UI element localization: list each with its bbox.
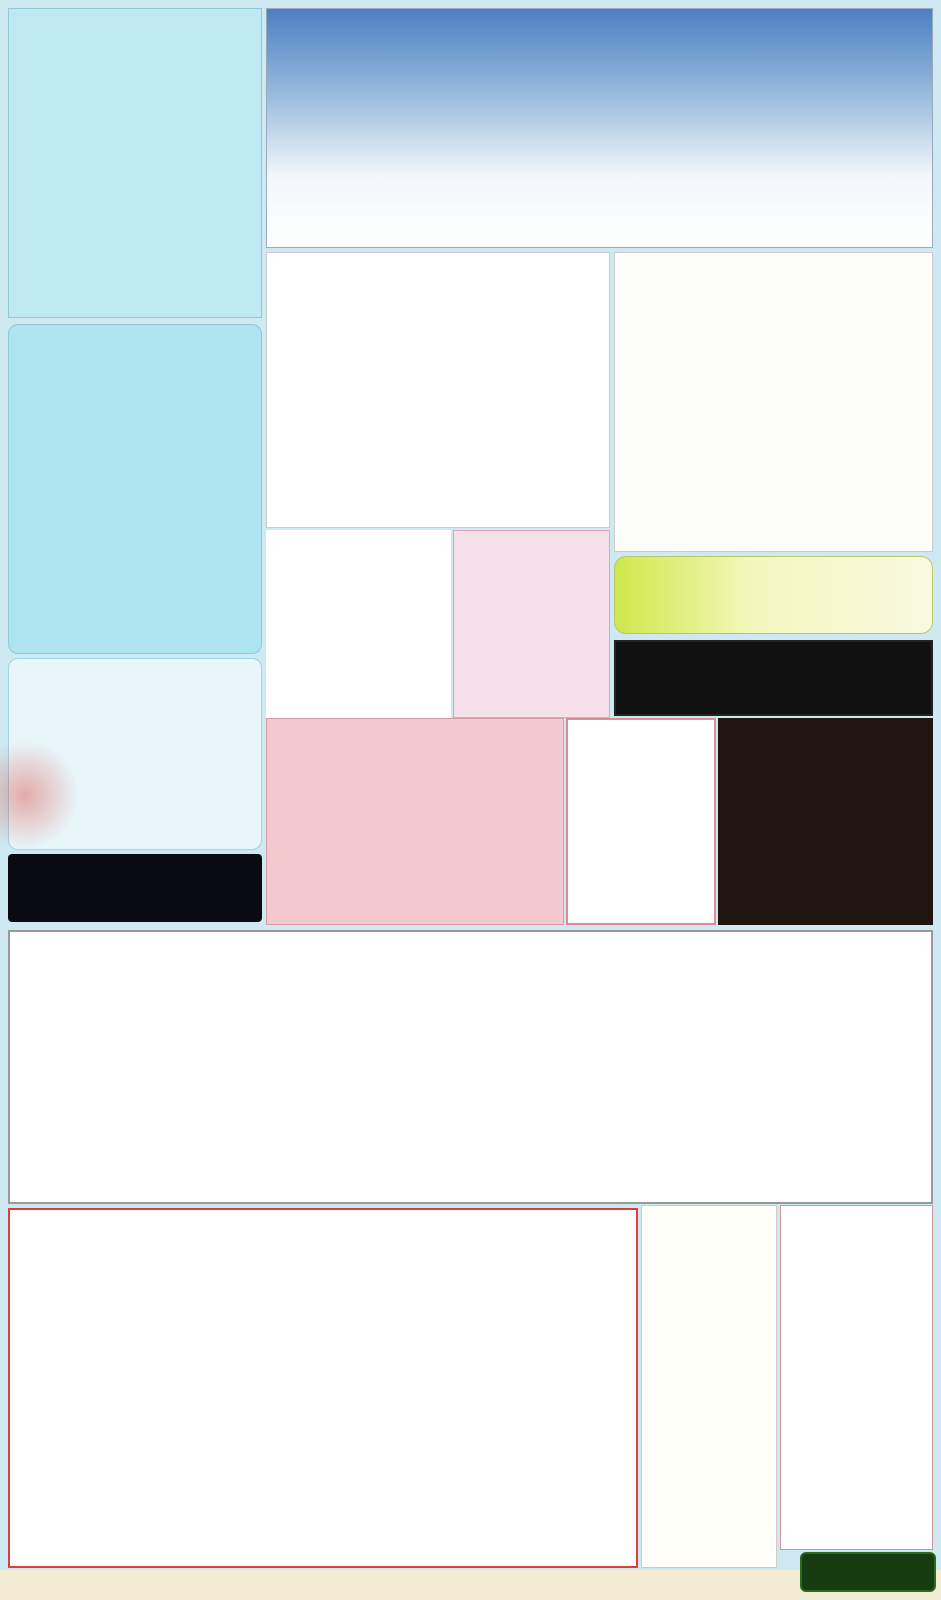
phantom-panel — [614, 640, 933, 716]
chase-grid-panel — [266, 718, 564, 925]
zodiac-wheel — [696, 14, 936, 254]
scroll-panel — [8, 324, 262, 654]
planets-panel — [8, 854, 262, 922]
results-70-panel — [8, 1208, 638, 1568]
site-logo — [800, 1552, 936, 1592]
sky-eye-panel — [718, 718, 933, 925]
trend-hints-panel — [8, 8, 262, 318]
arrows-panel — [453, 530, 610, 718]
tarot-panel — [614, 252, 933, 552]
color-wave-panel — [566, 718, 716, 925]
runes-panel — [614, 556, 933, 634]
taiwan-panel — [266, 530, 451, 718]
sermon-panel — [266, 252, 610, 528]
bet-table-panel — [780, 1205, 933, 1550]
watermark-blob — [0, 740, 80, 850]
fengshen-panel — [641, 1205, 777, 1568]
trend-table-panel — [8, 930, 933, 1204]
